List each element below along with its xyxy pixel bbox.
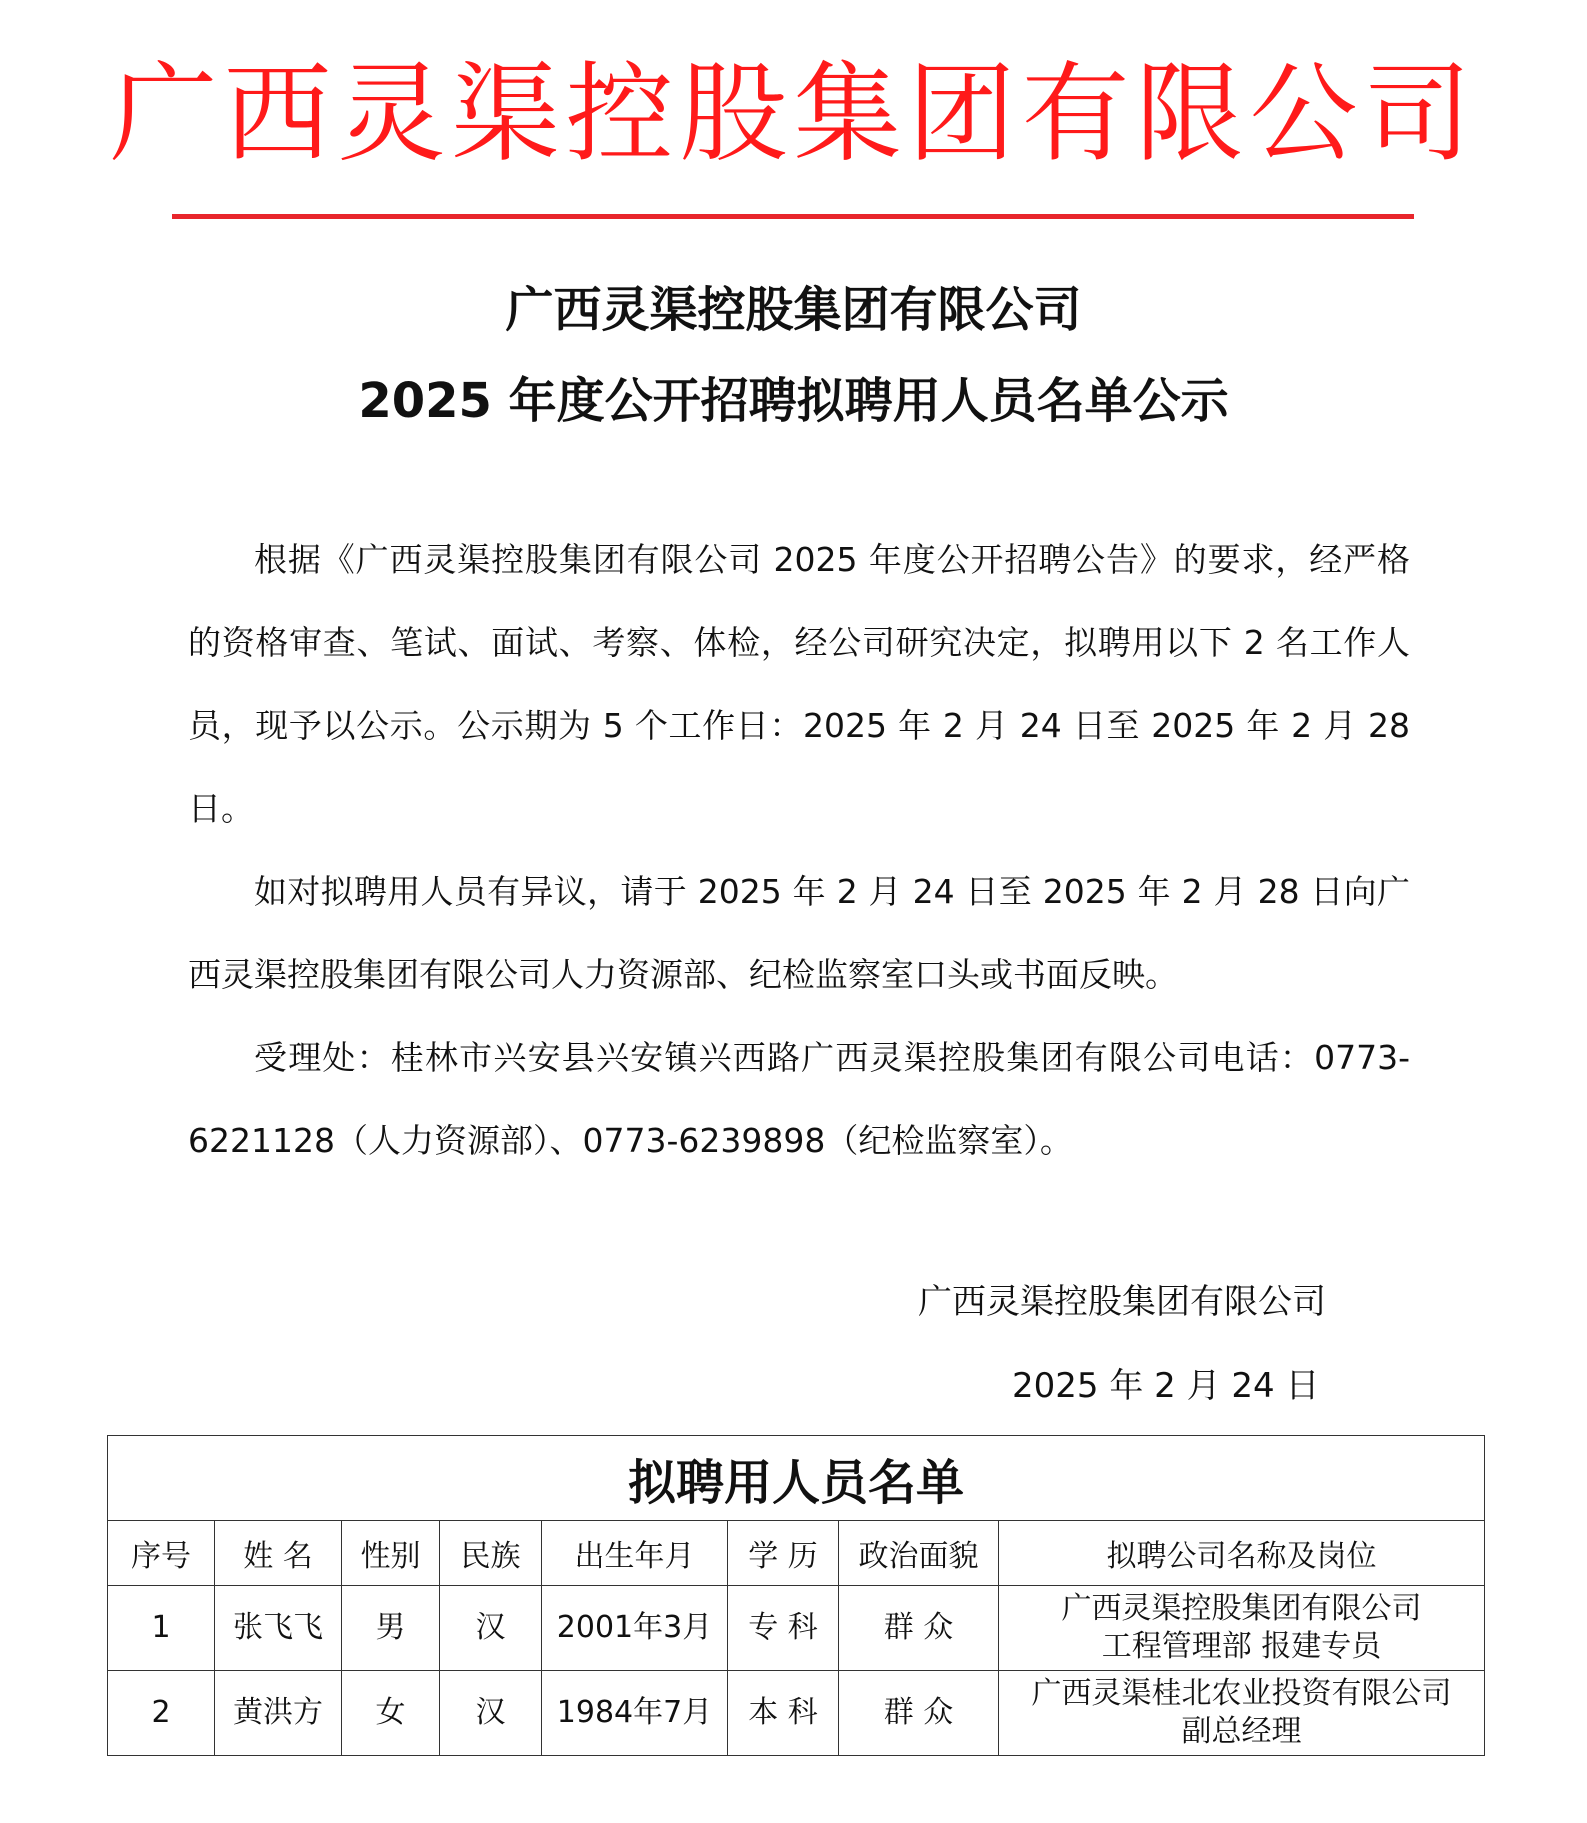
cell-company-position <box>999 1586 1485 1671</box>
cell-political: 群 众 <box>839 1671 999 1756</box>
letterhead-company-name: 广西灵渠控股集团有限公司 <box>109 52 1478 177</box>
body-paragraph-1: 根据《广西灵渠控股集团有限公司 2025 年度公开招聘公告》的要求，经严格的资格审查、笔试、面试、考察、体检，经公司研究决定，拟聘用以下 2 名工作人员，现予以公示。公示期为 5 个工作日：2025 年 2 月 24 日至 2025 年 2 月 28 日。 <box>188 540 1410 828</box>
cell-position: 副总经理 <box>1181 1714 1302 1749</box>
cell-no: 2 <box>108 1671 215 1756</box>
header-education: 学 历 <box>728 1521 839 1586</box>
header-political: 政治面貌 <box>839 1521 999 1586</box>
cell-birth: 2001年3月 <box>542 1586 728 1671</box>
letterhead-red-rule <box>172 214 1414 219</box>
signature-date: 2025 年 2 月 24 日 <box>1012 1366 1320 1406</box>
cell-political: 群 众 <box>839 1586 999 1671</box>
body-paragraph-3: 受理处：桂林市兴安县兴安镇兴西路广西灵渠控股集团有限公司电话：0773-6221128（人力资源部）、0773-6239898（纪检监察室）。 <box>188 1038 1410 1160</box>
cell-gender: 男 <box>342 1586 440 1671</box>
table-header-row <box>108 1521 1485 1586</box>
cell-company-position <box>999 1671 1485 1756</box>
header-ethnicity: 民族 <box>440 1521 542 1586</box>
cell-gender: 女 <box>342 1671 440 1756</box>
cell-no: 1 <box>108 1586 215 1671</box>
announcement-body <box>188 518 1410 1182</box>
cell-birth: 1984年7月 <box>542 1671 728 1756</box>
header-no: 序号 <box>108 1521 215 1586</box>
header-birth: 出生年月 <box>542 1521 728 1586</box>
header-company-position: 拟聘公司名称及岗位 <box>999 1521 1485 1586</box>
document-subtitle: 2025 年度公开招聘拟聘用人员名单公示 <box>358 373 1229 429</box>
table-row <box>108 1671 1485 1756</box>
cell-company: 广西灵渠控股集团有限公司 <box>1061 1591 1422 1626</box>
cell-position: 工程管理部 报建专员 <box>1101 1629 1382 1664</box>
cell-company: 广西灵渠桂北农业投资有限公司 <box>1031 1676 1452 1711</box>
document-title: 广西灵渠控股集团有限公司 <box>505 282 1082 338</box>
signature-company: 广西灵渠控股集团有限公司 <box>918 1282 1326 1322</box>
header-name: 姓 名 <box>215 1521 342 1586</box>
cell-name: 张飞飞 <box>215 1586 342 1671</box>
cell-name: 黄洪方 <box>215 1671 342 1756</box>
cell-ethnicity: 汉 <box>440 1671 542 1756</box>
cell-ethnicity: 汉 <box>440 1586 542 1671</box>
cell-education: 本 科 <box>728 1671 839 1756</box>
table-caption: 拟聘用人员名单 <box>108 1436 1485 1521</box>
cell-education: 专 科 <box>728 1586 839 1671</box>
header-gender: 性别 <box>342 1521 440 1586</box>
body-paragraph-2: 如对拟聘用人员有异议，请于 2025 年 2 月 24 日至 2025 年 2 月 28 日向广西灵渠控股集团有限公司人力资源部、纪检监察室口头或书面反映。 <box>188 872 1410 994</box>
table-row <box>108 1586 1485 1671</box>
candidate-table <box>107 1435 1485 1756</box>
